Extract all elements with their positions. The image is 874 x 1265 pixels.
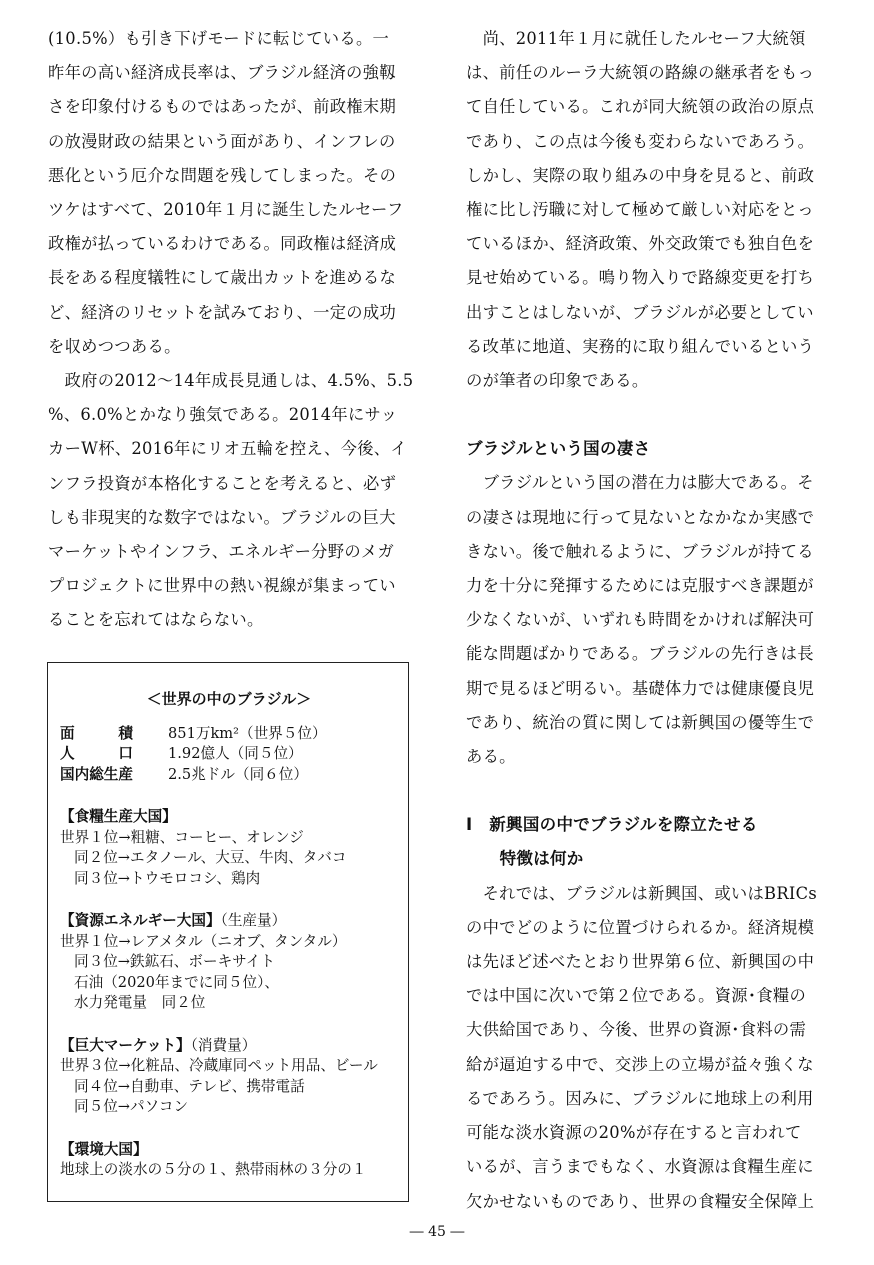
text-line: 尚、2011年１月に就任したルセーフ大統領 bbox=[466, 29, 806, 48]
text-line: て自任している。これが同大統領の政治の原点 bbox=[466, 97, 815, 117]
market-heading bbox=[60, 1036, 398, 1057]
text-line: るであろう。因みに、ブラジルに地球上の利用 bbox=[466, 1088, 814, 1108]
box-title: ＜世界の中のブラジル＞ bbox=[146, 690, 312, 708]
text-line: プロジェクトに世界中の熱い視線が集まってい bbox=[48, 576, 396, 596]
text-line: きない。後で触れるように、ブラジルが持てる bbox=[466, 541, 814, 561]
resource-heading-text: 【資源エネルギー大国】 bbox=[60, 912, 221, 929]
page-number: ― 45 ― bbox=[409, 1224, 465, 1240]
text-line: 可能な淡水資源の20%が存在すると言われて bbox=[466, 1123, 802, 1143]
text-line: の凄さは現地に行って見ないとなかなか実感で bbox=[466, 507, 815, 527]
text-line: 能な問題ばかりである。ブラジルの先行きは長 bbox=[466, 644, 814, 664]
text-line: ど、経済のリセットを試みており、一定の成功 bbox=[48, 302, 397, 322]
stat-label: 国内総生産 bbox=[60, 765, 133, 783]
text-line: は先ほど述べたとおり世界第６位、新興国の中 bbox=[466, 952, 815, 972]
stat-value: 851万km²（世界５位） bbox=[168, 724, 327, 742]
text-line: それでは、ブラジルは新興国、或いはBRICs bbox=[466, 883, 818, 903]
resource-line: 同３位→鉄鉱石、ボーキサイト bbox=[74, 953, 275, 970]
resource-line: 世界１位→レアメタル（ニオブ、タンタル） bbox=[60, 932, 347, 950]
text-line: を収めつつある。 bbox=[48, 336, 181, 356]
text-line: ブラジルという国の潜在力は膨大である。そ bbox=[466, 473, 814, 493]
market-heading-note: （消費量） bbox=[190, 1036, 257, 1054]
stat-value: 1.92億人（同５位） bbox=[168, 745, 303, 762]
stat-value: 2.5兆ドル（同６位） bbox=[168, 765, 308, 783]
text-line: いるが、言うまでもなく、水資源は食糧生産に bbox=[466, 1157, 814, 1177]
resource-heading-note: （生産量） bbox=[220, 912, 287, 929]
right-paragraph-2 bbox=[466, 466, 836, 774]
market-line: 同４位→自動車、テレビ、携帯電話 bbox=[74, 1077, 305, 1095]
text-line: 悪化という厄介な問題を残してしまった。その bbox=[48, 165, 397, 185]
stat-gdp bbox=[60, 765, 398, 786]
left-paragraph-1 bbox=[48, 22, 414, 364]
food-heading: 【食糧生産大国】 bbox=[60, 808, 177, 825]
environment-line: 地球上の淡水の５分の１、熱帯雨林の３分の１ bbox=[60, 1161, 367, 1178]
right-column bbox=[466, 22, 836, 1219]
food-line: 世界１位→粗糖、コーヒー、オレンジ bbox=[60, 828, 304, 846]
text-line: 給が逼迫する中で、交渉上の立場が益々強くな bbox=[466, 1054, 814, 1074]
text-line: ることを忘れてはならない。 bbox=[48, 610, 264, 630]
text-line: 欠かせないものであり、世界の食糧安全保障上 bbox=[466, 1191, 815, 1211]
text-line: の放漫財政の結果という面があり、インフレの bbox=[48, 131, 396, 151]
text-line: %、6.0%とかなり強気である。2014年にサッ bbox=[48, 405, 398, 425]
text-line: さを印象付けるものではあったが、前政権末期 bbox=[48, 97, 397, 117]
text-line: 昨年の高い経済成長率は、ブラジル経済の強靱 bbox=[48, 63, 396, 83]
text-line: 政権が払っているわけである。同政権は経済成 bbox=[48, 234, 397, 254]
text-line: では中国に次いで第２位である。資源･食糧の bbox=[466, 986, 807, 1006]
text-line: マーケットやインフラ、エネルギー分野のメガ bbox=[48, 542, 395, 562]
left-paragraph-2 bbox=[48, 364, 414, 638]
text-line: ツケはすべて、2010年１月に誕生したルセーフ bbox=[48, 200, 404, 220]
text-line: の中でどのように位置づけられるか。経済規模 bbox=[466, 917, 815, 937]
text-line: 見せ始めている。鳴り物入りで路線変更を打ち bbox=[466, 268, 815, 288]
text-line: 権に比し汚職に対して極めて厳しい対応をとっ bbox=[466, 200, 814, 220]
right-paragraph-1 bbox=[466, 22, 836, 398]
text-line: (10.5%）も引き下げモードに転じている。一 bbox=[48, 29, 390, 48]
text-line: ているほか、経済政策、外交政策でも独自色を bbox=[466, 234, 815, 254]
text-line: であり、この点は今後も変わらないであろう。 bbox=[466, 131, 815, 151]
food-line: 同２位→エタノール、大豆、牛肉、タバコ bbox=[74, 849, 347, 866]
stat-label: 人 口 bbox=[60, 745, 133, 762]
text-line: 期で見るほど明るい。基礎体力では健康優良児 bbox=[466, 678, 815, 698]
text-line: 出すことはしないが、ブラジルが必要としてい bbox=[466, 302, 814, 322]
market-heading-text: 【巨大マーケット】 bbox=[60, 1036, 191, 1054]
environment-heading: 【環境大国】 bbox=[60, 1140, 148, 1158]
spacer bbox=[466, 398, 836, 432]
text-line: しかし、実際の取り組みの中身を見ると、前政 bbox=[466, 165, 815, 185]
text-line: 政府の2012～14年成長見通しは、4.5%、5.5 bbox=[48, 371, 414, 391]
text-line: る改革に地道、実務的に取り組んでいるという bbox=[466, 336, 815, 356]
text-line: であり、統治の質に関しては新興国の優等生で bbox=[466, 712, 815, 732]
stat-population bbox=[60, 744, 398, 765]
text-line: 力を十分に発揮するためには克服すべき課題が bbox=[466, 576, 814, 596]
text-line: 少なくないが、いずれも時間をかければ解決可 bbox=[466, 610, 815, 630]
resource-heading bbox=[60, 911, 398, 932]
food-line: 同３位→トウモロコシ、鶏肉 bbox=[74, 869, 261, 887]
text-line: は、前任のルーラ大統領の路線の継承者をもっ bbox=[466, 63, 815, 83]
brazil-facts-box bbox=[47, 662, 409, 1202]
text-line: 長をある程度犠牲にして歳出カットを進めるな bbox=[48, 268, 397, 288]
market-line: 世界３位→化粧品、冷蔵庫同ペット用品、ビール bbox=[60, 1057, 378, 1074]
text-line: ある。 bbox=[466, 747, 516, 767]
stat-area bbox=[60, 724, 398, 745]
market-line: 同５位→パソコン bbox=[74, 1098, 189, 1115]
text-line: のが筆者の印象である。 bbox=[466, 371, 649, 391]
section-heading: ブラジルという国の凄さ bbox=[466, 439, 651, 459]
right-paragraph-3 bbox=[466, 877, 836, 1219]
spacer bbox=[466, 774, 836, 808]
stat-label: 面 積 bbox=[60, 724, 133, 742]
resource-line: 水力発電量 同２位 bbox=[74, 994, 206, 1011]
text-line: 大供給国であり、今後、世界の資源･食料の需 bbox=[466, 1020, 807, 1040]
text-line: しも非現実的な数字ではない。ブラジルの巨大 bbox=[48, 507, 396, 527]
chapter-heading-line-2: 特徴は何か bbox=[466, 849, 584, 869]
chapter-heading-line-1: Ⅰ 新興国の中でブラジルを際立たせる bbox=[466, 815, 758, 835]
resource-line: 石油（2020年までに同５位）、 bbox=[74, 973, 279, 991]
left-column bbox=[48, 22, 414, 638]
text-line: カーW杯、2016年にリオ五輪を控え、今後、イ bbox=[48, 439, 407, 459]
text-line: ンフラ投資が本格化することを考えると、必ず bbox=[48, 473, 397, 493]
